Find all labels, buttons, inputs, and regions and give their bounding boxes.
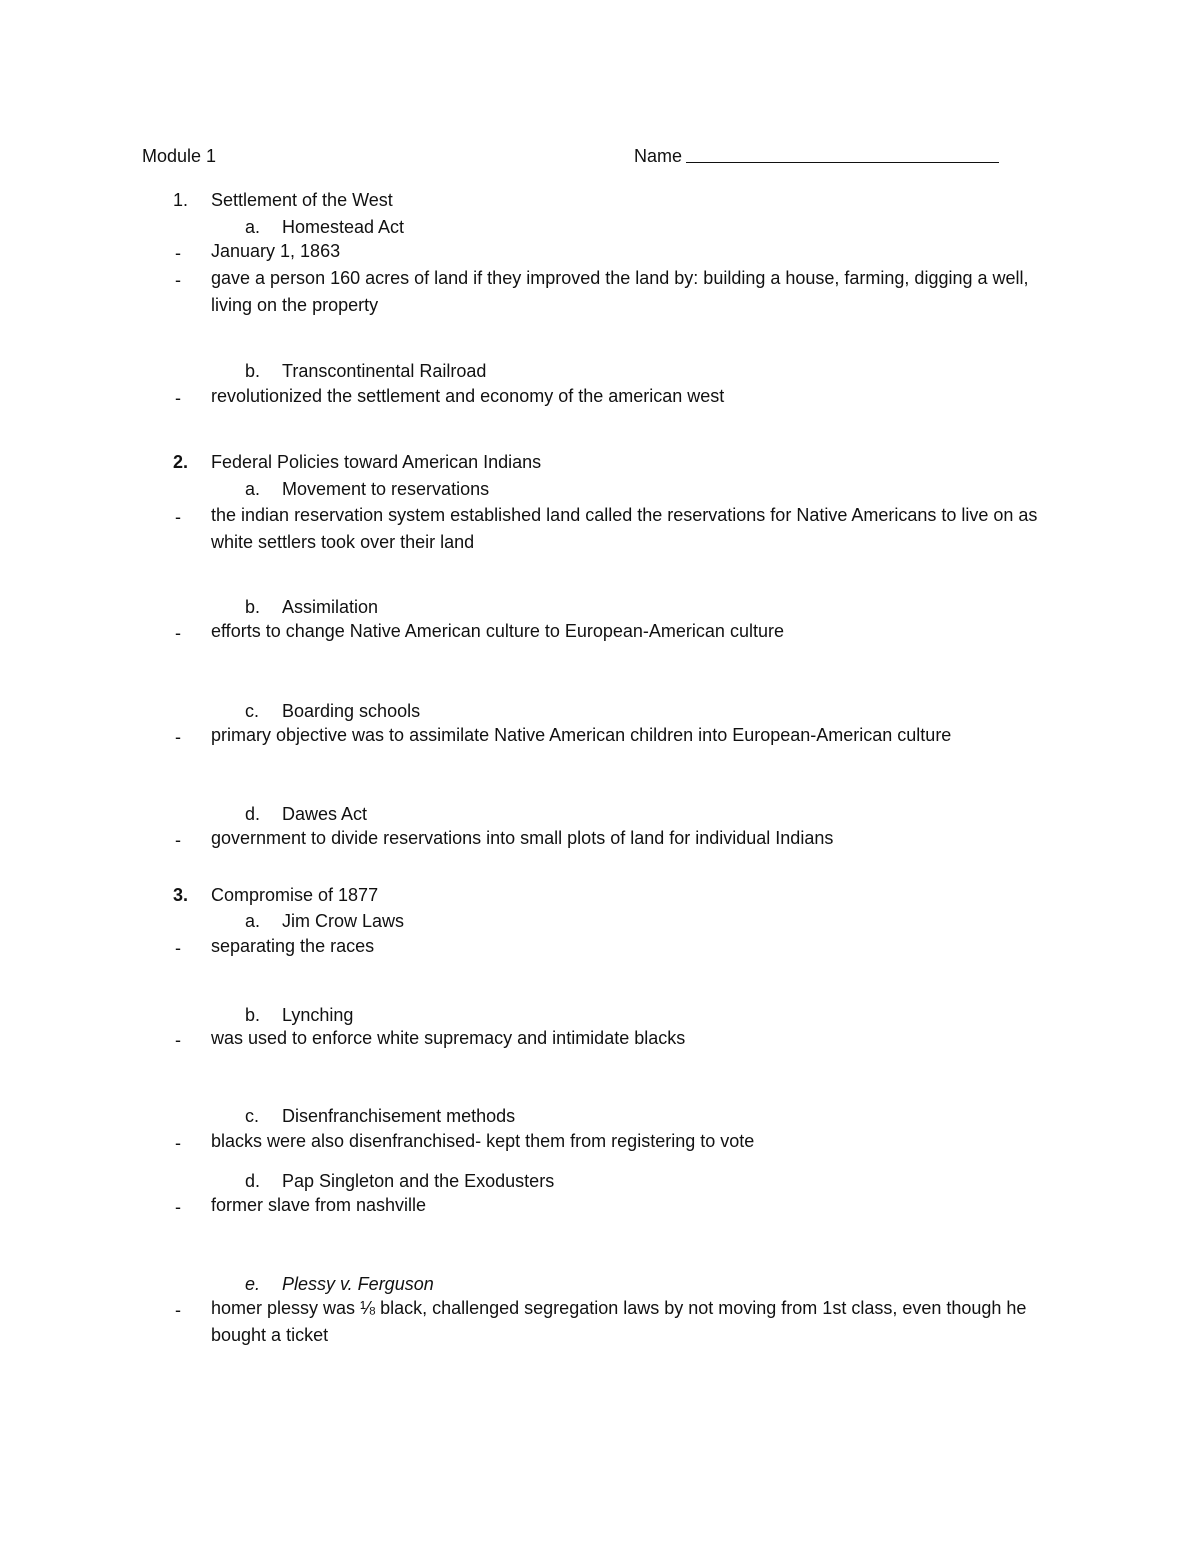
item-letter: c.: [245, 1106, 260, 1126]
bullet-dash: -: [175, 727, 181, 747]
item-title: Assimilation: [282, 597, 379, 617]
item-letter: a.: [245, 217, 261, 237]
bullet-text: homer plessy was ⅛ black, challenged segregation laws by not moving from 1st class, even though he bought a ticket: [211, 1298, 1027, 1345]
item-letter: e.: [245, 1274, 261, 1294]
bullet-dash: -: [175, 1133, 181, 1153]
bullet-text: gave a person 160 acres of land if they improved the land by: building a house, farming, digging a well, living on the property: [211, 268, 1029, 315]
bullet-dash: -: [175, 830, 181, 850]
item-title: Boarding schools: [282, 701, 421, 721]
section-number: 1.: [173, 190, 189, 210]
bullet-dash: -: [175, 938, 181, 958]
section-title: Compromise of 1877: [211, 885, 379, 905]
item-letter: a.: [245, 479, 261, 499]
item-title: Jim Crow Laws: [282, 911, 405, 931]
item-letter: a.: [245, 911, 261, 931]
item-letter: d.: [245, 804, 261, 824]
bullet-text: blacks were also disenfranchised- kept them from registering to vote: [211, 1131, 755, 1151]
bullet-text: was used to enforce white supremacy and intimidate blacks: [211, 1028, 686, 1048]
item-title: Transcontinental Railroad: [282, 361, 487, 381]
module-title: Module 1: [142, 146, 217, 166]
item-title: Dawes Act: [282, 804, 368, 824]
item-title: Plessy v. Ferguson: [282, 1274, 434, 1294]
item-title: Movement to reservations: [282, 479, 490, 499]
bullet-dash: -: [175, 1300, 181, 1320]
item-title: Homestead Act: [282, 217, 405, 237]
name-label: Name: [634, 146, 683, 166]
bullet-text: January 1, 1863: [211, 241, 341, 261]
item-letter: b.: [245, 361, 261, 381]
section-number: 3.: [173, 885, 189, 905]
bullet-dash: -: [175, 507, 181, 527]
item-title: Lynching: [282, 1005, 354, 1025]
bullet-dash: -: [175, 243, 181, 263]
bullet-text: government to divide reservations into small plots of land for individual Indians: [211, 828, 834, 848]
bullet-text: separating the races: [211, 936, 375, 956]
section-title: Federal Policies toward American Indians: [211, 452, 542, 472]
name-field-line[interactable]: [686, 162, 999, 163]
item-letter: b.: [245, 597, 261, 617]
item-letter: d.: [245, 1171, 261, 1191]
bullet-text: primary objective was to assimilate Native American children into European-American culture: [211, 725, 952, 745]
item-title: Disenfranchisement methods: [282, 1106, 516, 1126]
bullet-text: efforts to change Native American culture to European-American culture: [211, 621, 784, 641]
item-letter: b.: [245, 1005, 261, 1025]
bullet-dash: -: [175, 623, 181, 643]
item-letter: c.: [245, 701, 260, 721]
section-title: Settlement of the West: [211, 190, 393, 210]
bullet-dash: -: [175, 388, 181, 408]
section-number: 2.: [173, 452, 189, 472]
bullet-text: revolutionized the settlement and economy of the american west: [211, 386, 725, 406]
item-title: Pap Singleton and the Exodusters: [282, 1171, 555, 1191]
bullet-dash: -: [175, 1197, 181, 1217]
bullet-text: the indian reservation system established land called the reservations for Native Americans to live on as white settlers took over their land: [211, 505, 1038, 552]
bullet-text: former slave from nashville: [211, 1195, 427, 1215]
bullet-dash: -: [175, 270, 181, 290]
bullet-dash: -: [175, 1030, 181, 1050]
